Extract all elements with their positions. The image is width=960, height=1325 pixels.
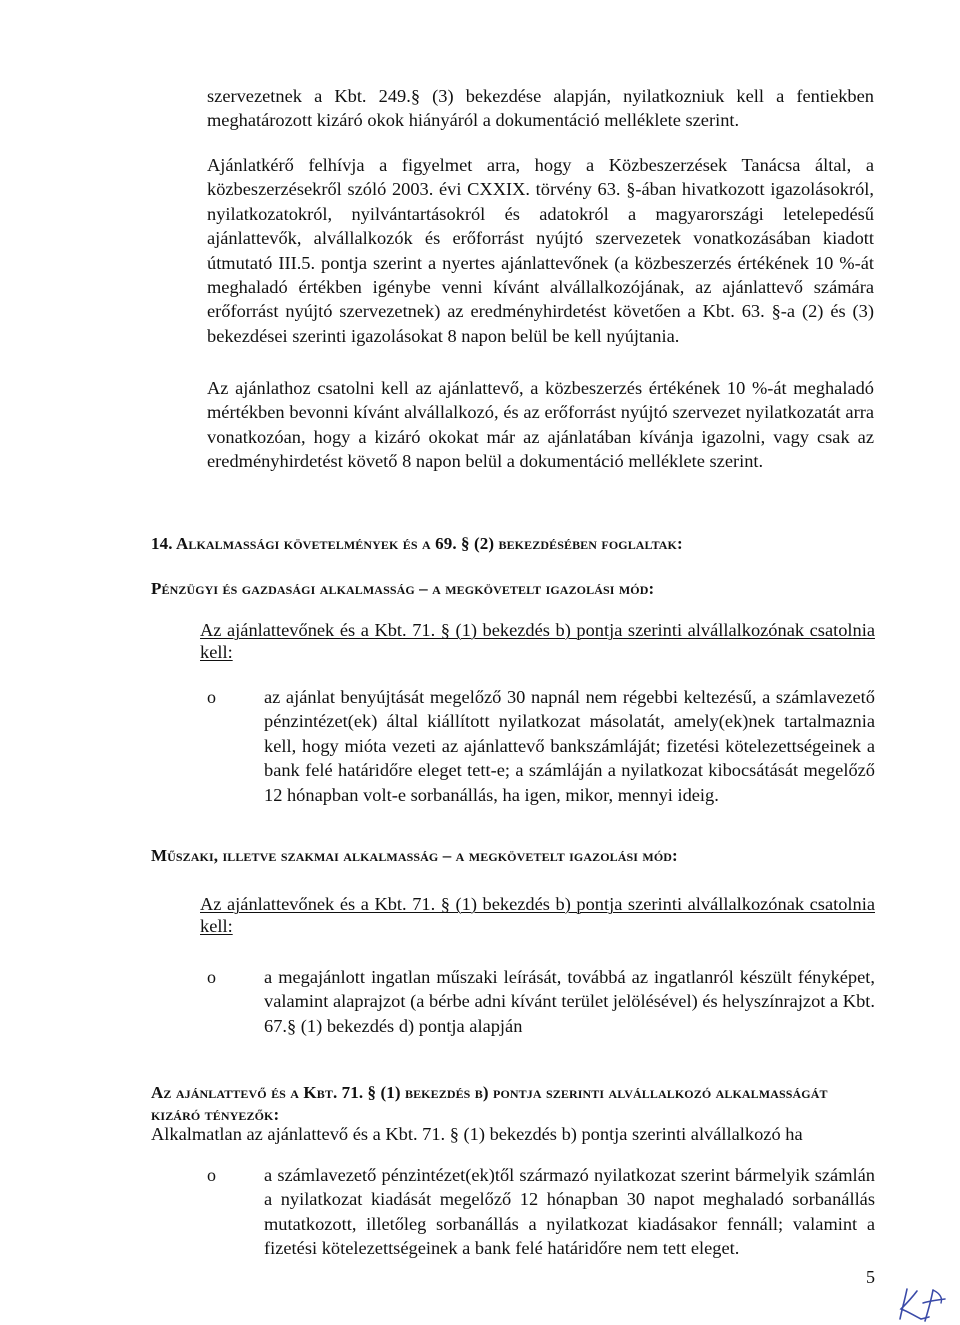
financial-suitability-heading: Pénzügyi és gazdasági alkalmasság – a megkövetelt igazolási mód: xyxy=(151,579,655,598)
page-number: 5 xyxy=(866,1267,875,1287)
handwritten-initials-signature xyxy=(895,1285,955,1325)
paragraph-certificate-guidance: Ajánlatkérő felhívja a figyelmet arra, hogy a Közbeszerzések Tanácsa által, a közbeszerzésekről szóló 2003. évi CXXIX. törvény 63. §-ában hivatkozott igazolásokról, nyilatkozatokról, nyilvántartásokról és adatokról a magyarországi letelepedésű ajánlattevők, alvállalkozók és erőforrást nyújtó szervezetek vonatkozásában kiadott útmutató III.5. pontja szerint a nyertes ajánlattevőnek (a közbeszerzés értékének 10 %-át meghaladó értékben igénybe venni kívánt alvállalkozójának, az ajánlattevő számára erőforrást nyújtó szervezetnek) az eredményhirdetést követően a Kbt. 63. §-a (2) és (3) bekezdései szerinti igazolásokat 8 napon belül be kell nyújtania. xyxy=(207,155,874,346)
technical-requirement-item: a megajánlott ingatlan műszaki leírását, továbbá az ingatlanról készült fényképet, valamint alaprajzot (a bérbe adni kívánt terület jelölésével) és helyszínrajzot a Kbt. 67.§ (1) bekezdés d) pontja alapján xyxy=(264,967,875,1036)
financial-lead-text: Az ajánlattevőnek és a Kbt. 71. § (1) bekezdés b) pontja szerinti alvállalkozónak csatolnia kell: xyxy=(200,620,875,662)
section-14-heading: 14. Alkalmassági követelmények és a 69. § (2) bekezdésében foglaltak: xyxy=(151,534,683,553)
bullet-marker: o xyxy=(207,967,216,987)
financial-requirement-item: az ajánlat benyújtását megelőző 30 napnál nem régebbi keltezésű, a számlavezető pénzintézet(ek) által kiállított nyilatkozat másolatát, amely(ek)nek tartalmaznia kell, hogy mióta vezeti az ajánlattevő bankszámláját; fizetési kötelezettségeinek a bank felé határidőre eleget tett-e; a számláján a nyilatkozat kibocsátását megelőző 12 hónapban volt-e sorbanállás, ha igen, mikor, mennyi ideig. xyxy=(264,687,875,805)
paragraph-exclusion-statement: szervezetnek a Kbt. 249.§ (3) bekezdése alapján, nyilatkozniuk kell a fentiekben meghatározott kizáró okok hiányáról a dokumentáció melléklete szerint. xyxy=(207,86,874,131)
technical-lead-text: Az ajánlattevőnek és a Kbt. 71. § (1) bekezdés b) pontja szerinti alvállalkozónak csatolnia kell: xyxy=(200,894,875,936)
exclusion-intro-text: Alkalmatlan az ajánlattevő és a Kbt. 71. § (1) bekezdés b) pontja szerinti alvállalkozó ha xyxy=(151,1124,803,1144)
technical-suitability-heading: Műszaki, illetve szakmai alkalmasság – a megkövetelt igazolási mód: xyxy=(151,846,678,865)
paragraph-declaration-requirement: Az ajánlathoz csatolni kell az ajánlattevő, a közbeszerzés értékének 10 %-át meghaladó mértékben bevonni kívánt alvállalkozó, és az erőforrást nyújtó szervezet nyilatkozatát arra vonatkozóan, hogy a kizáró okokat már az ajánlatában kívánja igazolni, vagy csak az eredményhirdetést követő 8 napon belül a dokumentáció melléklete szerint. xyxy=(207,378,874,472)
exclusion-item: a számlavezető pénzintézet(ek)től származó nyilatkozat szerint bármelyik számlán a nyilatkozat kiadását megelőző 12 hónapban 30 napot meghaladó sorbanállás mutatkozott, illetőleg sorbanállás a nyilatkozat kiadásakor fennáll; valamint a fizetési kötelezettségeinek a bank felé határidőre nem tett eleget. xyxy=(264,1165,875,1259)
exclusion-factors-heading: Az ajánlattevő és a Kbt. 71. § (1) bekezdés b) pontja szerinti alvállalkozó alkalmasságát kizáró tényezők: xyxy=(151,1083,828,1124)
bullet-marker: o xyxy=(207,1165,216,1185)
bullet-marker: o xyxy=(207,687,216,707)
